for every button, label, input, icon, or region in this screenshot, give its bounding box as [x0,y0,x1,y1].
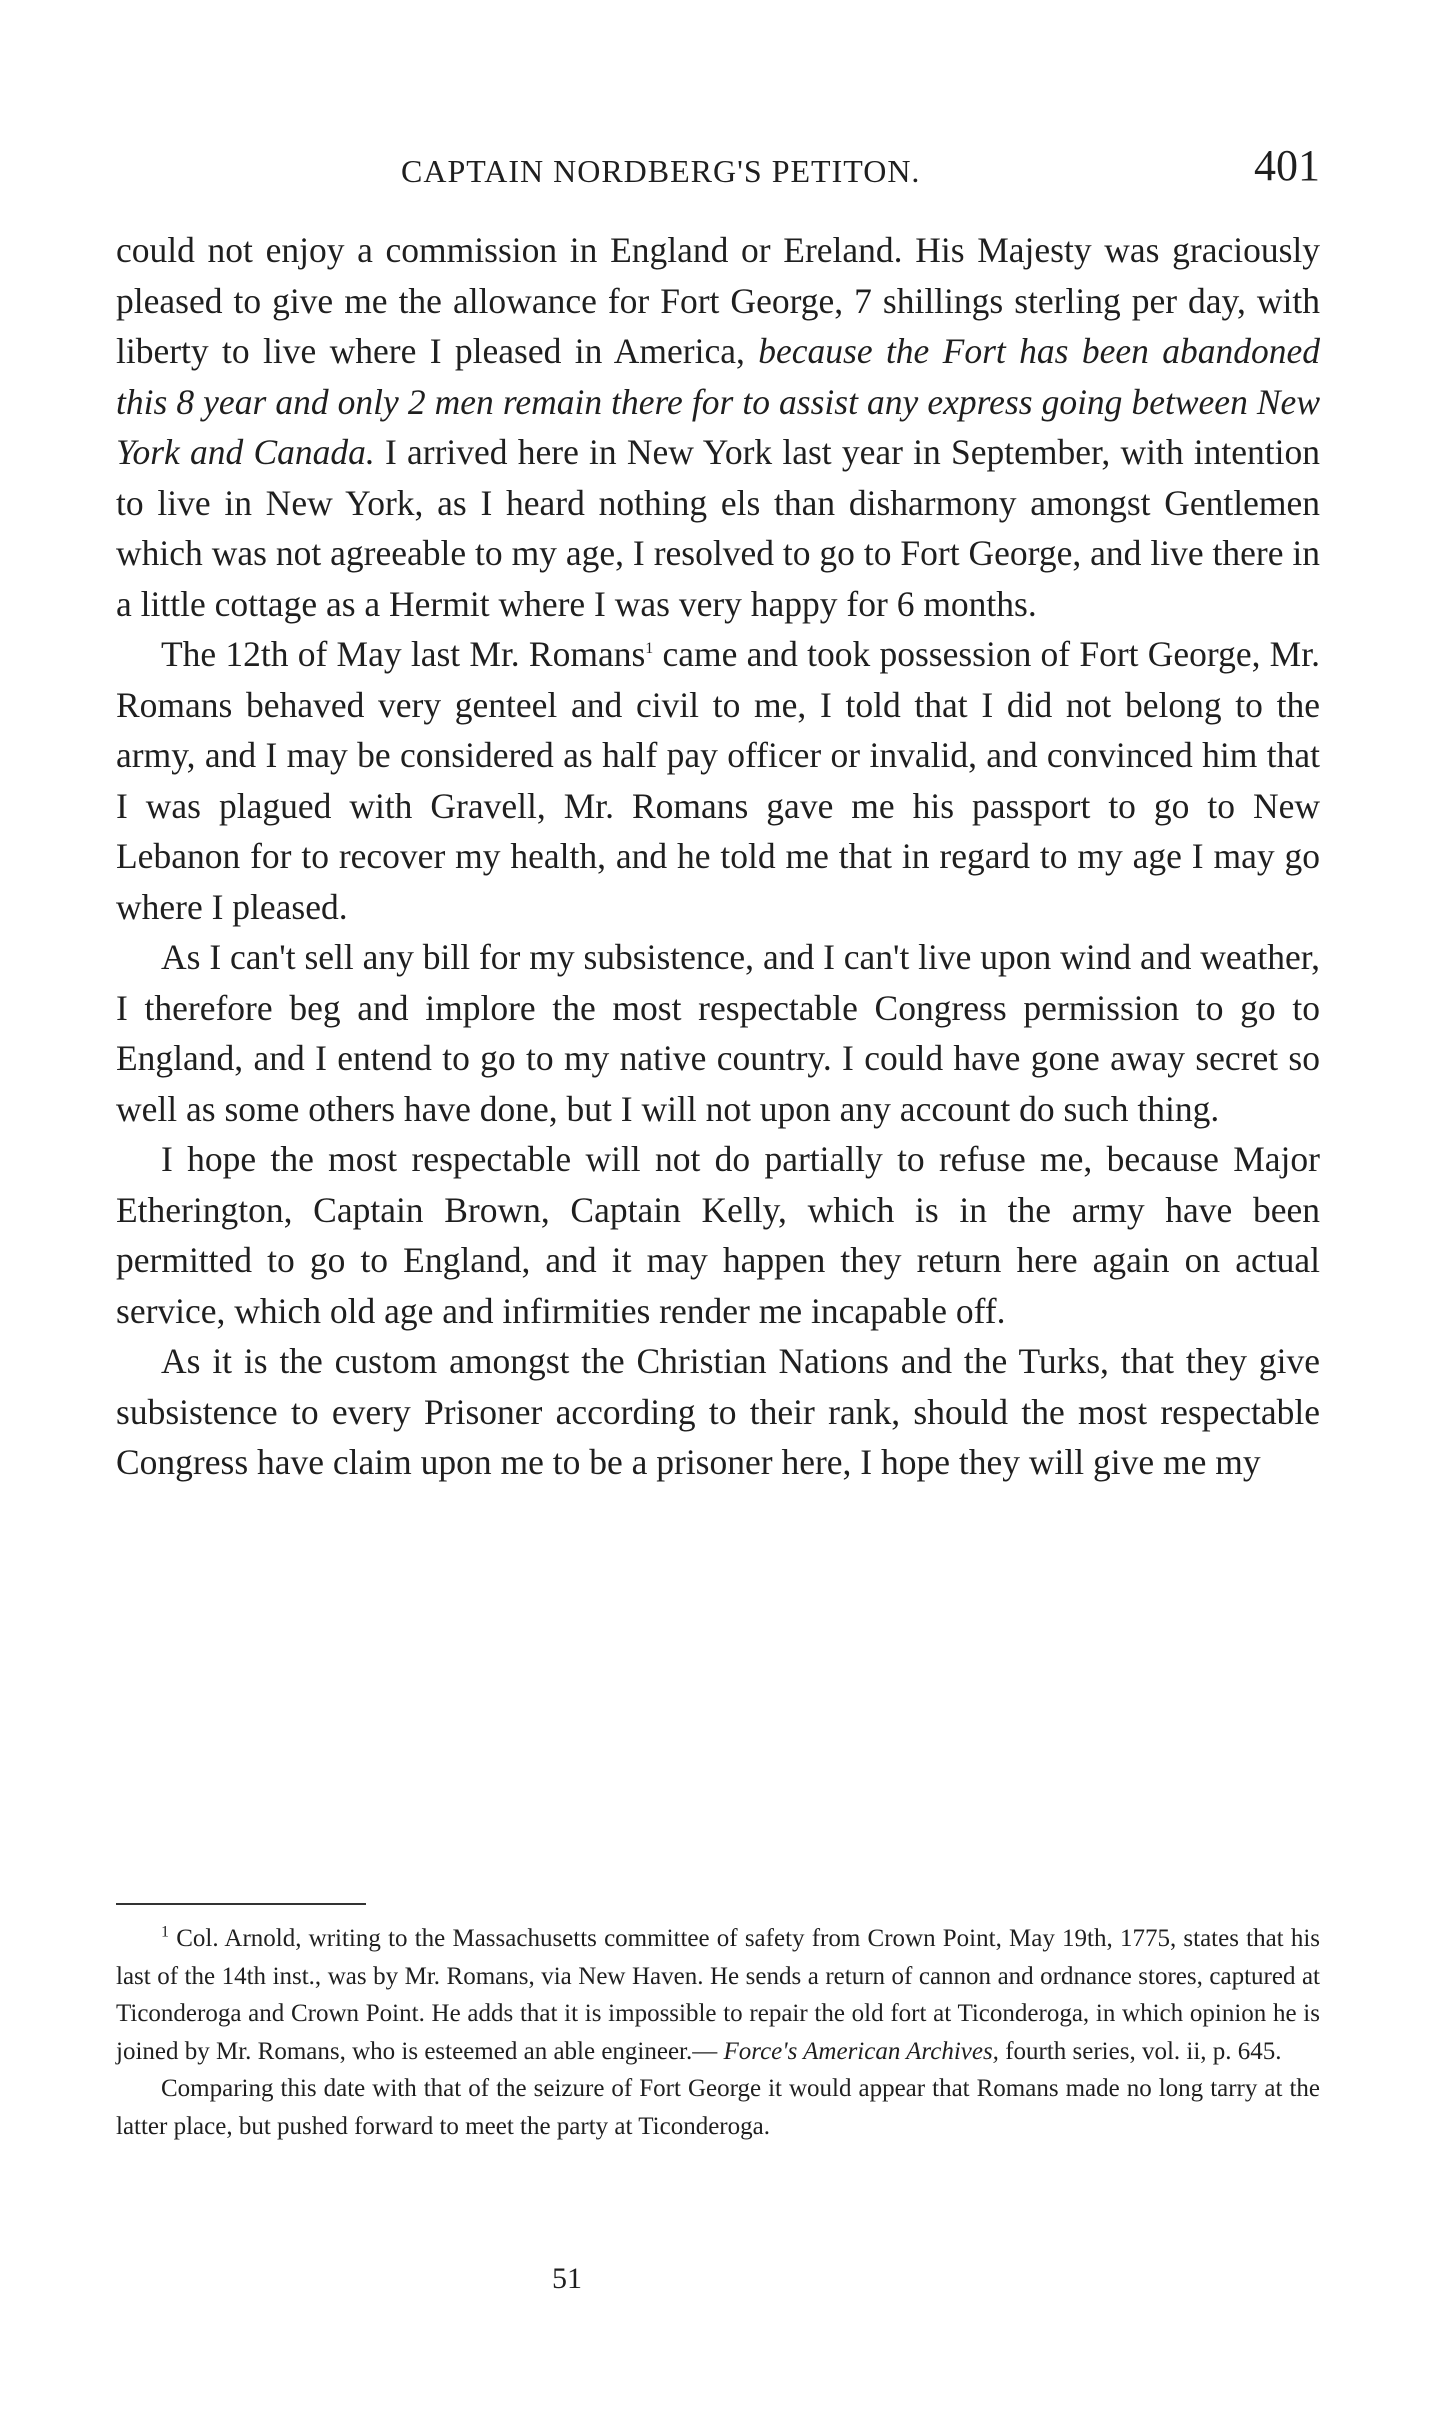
paragraph-3: As I can't sell any bill for my subsistence, and I can't live upon wind and weather, I therefore beg and implore the most respectable Congress permission to go to England, and I entend to go to my native country. I could have gone away secret so well as some others have done, but I will not upon any account do such thing. [116,937,1320,1129]
paragraph-1-text-a: could not enjoy a commission in England or Ereland. His Majesty was graciously pleased to give me the allowance for Fort George, 7 shillings sterling per day, with liberty to live where I pleased in America, [116,230,1320,371]
footnote-divider [116,1903,366,1905]
page-header [116,140,1320,200]
paragraph-2 [116,629,1320,932]
paragraph-1 [116,225,1320,629]
paragraph-5: As it is the custom amongst the Christian Nations and the Turks, that they give subsistence to every Prisoner according to their rank, should the most respectable Congress have claim upon me to be a prisoner here, I hope they will give me my [116,1341,1320,1482]
page-number: 401 [1254,141,1320,190]
signature-mark: 51 [552,2262,582,2295]
paragraph-4: I hope the most respectable will not do partially to refuse me, because Major Etherington, Captain Brown, Captain Kelly, which is in the army have been permitted to go to England, and it may happen they return here again on actual service, which old age and infirmities render me incapable off. [116,1139,1320,1331]
footnote-1 [116,1920,1320,2070]
paragraph-1-italic: because the Fort has been abandoned this 8 year and only 2 men remain there for to assist any express going between New York and Canada. [116,331,1320,472]
paragraph-2-text-a: The 12th of May last Mr. Romans [161,634,646,674]
paragraph-2-text-b: came and took possession of Fort George, Mr. Romans behaved very genteel and civil to me, I told that I did not belong to the army, and I may be considered as half pay officer or invalid, and convinced him that I was plagued with Gravell, Mr. Romans gave me his passport to go to New Lebanon for to recover my health, and he told me that in regard to my age I may go where I pleased. [116,634,1320,927]
footnote-reference: 1 [645,640,654,658]
footnote-1-marker: 1 [161,1923,169,1941]
body-text [116,225,1320,1488]
footnote-1-italic: Force's American Archives, [723,2037,999,2065]
footnote-2: Comparing this date with that of the seizure of Fort George it would appear that Romans made no long tarry at the latter place, but pushed forward to meet the party at Ticonderoga. [116,2075,1320,2140]
footnotes [116,1920,1320,2145]
footnote-1-text-b: fourth series, vol. ii, p. 645. [998,2037,1282,2065]
paragraph-1-text-b: I arrived here in New York last year in September, with intention to live in New York, as I heard nothing els than disharmony amongst Gentlemen which was not agreeable to my age, I resolved to go to Fort George, and live there in a little cottage as a Hermit where I was very happy for 6 months. [116,432,1320,624]
running-title: CAPTAIN NORDBERG'S PETITON. [401,153,921,189]
footnote-1-text-a: Col. Arnold, writing to the Massachusetts committee of safety from Crown Point, May 19th, 1775, states that his last of the 14th inst., was by Mr. Romans, via New Haven. He sends a return of cannon and ordnance stores, captured at Ticonderoga and Crown Point. He adds that it is impossible to repair the old fort at Ticonderoga, in which opinion he is joined by Mr. Romans, who is esteemed an able engineer.— [116,1925,1320,2065]
